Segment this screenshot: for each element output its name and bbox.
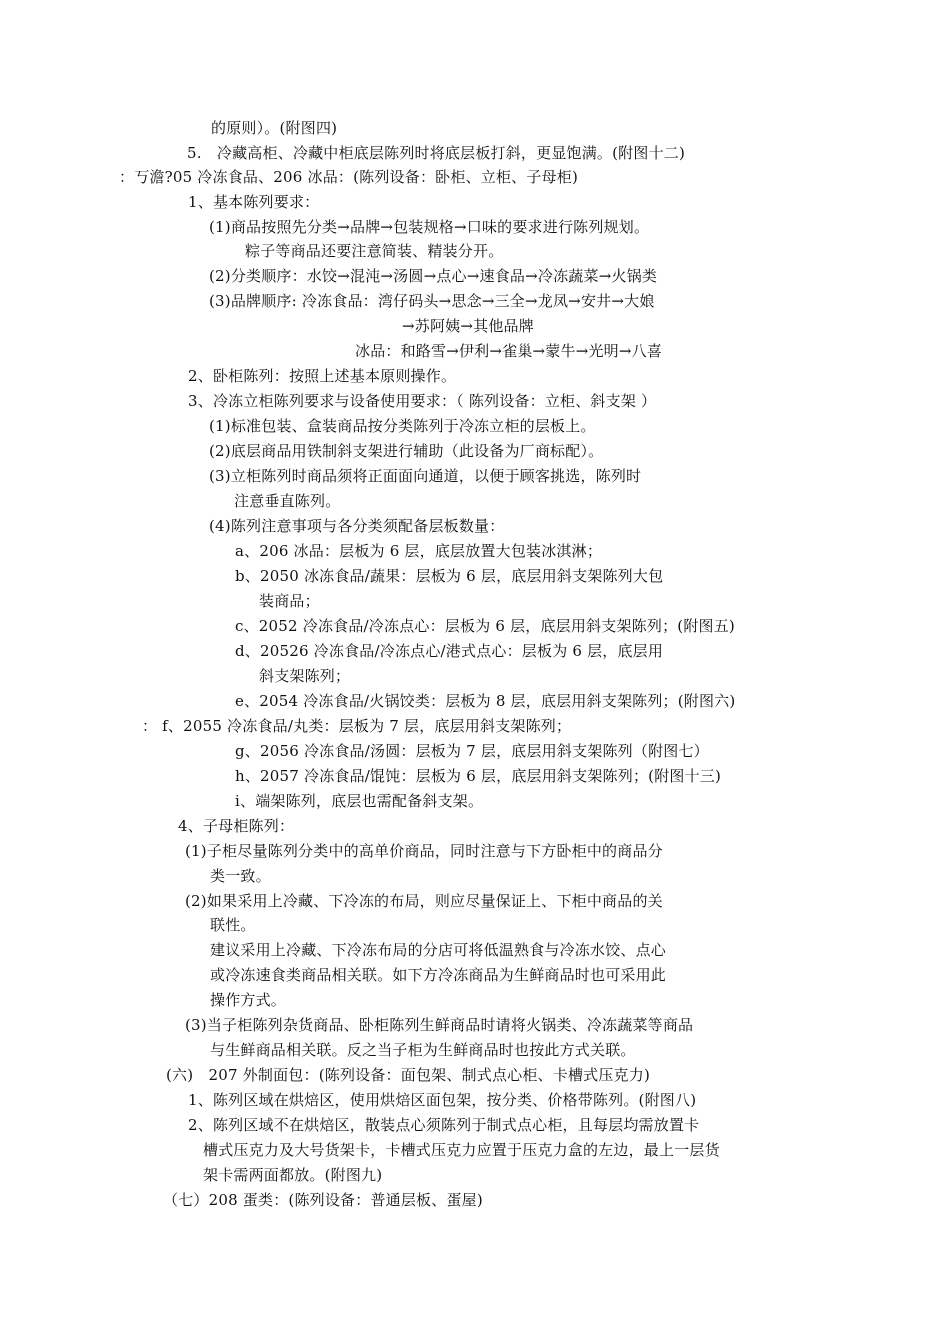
text-line: g、2056 冷冻食品/汤圆：层板为 7 层，底层用斜支架陈列（附图七） <box>235 742 709 760</box>
text-line: 2、卧柜陈列：按照上述基本原则操作。 <box>188 367 457 385</box>
text-line: 联性。 <box>210 916 256 934</box>
text-line: 冰品：和路雪→伊利→雀巢→蒙牛→光明→八喜 <box>355 342 663 360</box>
text-line: (1)商品按照先分类→品牌→包装规格→口味的要求进行陈列规划。 <box>209 218 650 236</box>
text-line: 2、陈列区域不在烘焙区，散装点心须陈列于制式点心柜，且每层均需放置卡 <box>188 1116 700 1134</box>
text-line: d、20526 冷冻食品/冷冻点心/港式点心：层板为 6 层，底层用 <box>235 642 664 660</box>
text-line: 1、陈列区域在烘焙区，使用烘焙区面包架，按分类、价格带陈列。(附图八) <box>188 1091 697 1109</box>
text-line: 注意垂直陈列。 <box>234 492 341 510</box>
text-line: 的原则）。(附图四) <box>211 119 338 137</box>
section-heading: （七）208 蛋类：(陈列设备：普通层板、蛋屋) <box>163 1191 483 1209</box>
text-line: 5. 冷藏高柜、冷藏中柜底层陈列时将底层板打斜，更显饱满。(附图十二) <box>187 144 686 162</box>
text-line: 建议采用上冷藏、下冷冻布局的分店可将低温熟食与冷冻水饺、点心 <box>210 941 667 959</box>
text-line: b、2050 冰冻食品/蔬果：层板为 6 层，底层用斜支架陈列大包 <box>235 567 664 585</box>
text-line: (2)分类顺序：水饺→混沌→汤圆→点心→速食品→冷冻蔬菜→火锅类 <box>209 267 658 285</box>
text-line: 斜支架陈列； <box>259 667 351 685</box>
text-line: 或冷冻速食类商品相关联。如下方冷冻商品为生鲜商品时也可采用此 <box>210 966 667 984</box>
text-line: (1)标准包装、盒装商品按分类陈列于冷冻立柜的层板上。 <box>209 417 596 435</box>
text-line: (3)品牌顺序: 冷冻食品：湾仔码头→思念→三全→龙凤→安井→大娘 <box>209 292 655 310</box>
text-line: (3)立柜陈列时商品须将正面面向通道，以便于顾客挑选，陈列时 <box>209 467 642 485</box>
text-line: 粽子等商品还要注意简装、精装分开。 <box>245 242 504 260</box>
text-line: 4、子母柜陈列： <box>178 817 295 835</box>
text-line: 与生鲜商品相关联。反之当子柜为生鲜商品时也按此方式关联。 <box>210 1041 636 1059</box>
text-line: (2)如果采用上冷藏、下冷冻的布局，则应尽量保证上、下柜中商品的关 <box>185 892 663 910</box>
text-line: (2)底层商品用铁制斜支架进行辅助（此设备为厂商标配）。 <box>209 442 604 460</box>
text-line: 槽式压克力及大号货架卡，卡槽式压克力应置于压克力盒的左边，最上一层货 <box>203 1141 720 1159</box>
text-line: 架卡需两面都放。(附图九) <box>203 1166 383 1184</box>
text-line: (4)陈列注意事项与各分类须配备层板数量： <box>209 517 505 535</box>
text-line: a、206 冰品：层板为 6 层，底层放置大包装冰淇淋； <box>235 542 603 560</box>
text-line: →苏阿姨→其他品牌 <box>402 317 534 335</box>
text-line: 装商品； <box>259 592 320 610</box>
text-line: e、2054 冷冻食品/火锅饺类：层板为 8 层，底层用斜支架陈列；(附图六) <box>235 692 736 710</box>
text-line: 操作方式。 <box>210 991 287 1009</box>
text-line: 1、基本陈列要求： <box>188 193 320 211</box>
text-line: (1)子柜尽量陈列分类中的高单价商品，同时注意与下方卧柜中的商品分 <box>185 842 663 860</box>
text-line: ： f、2055 冷冻食品/丸类：层板为 7 层，底层用斜支架陈列； <box>142 717 572 735</box>
text-line: (3)当子柜陈列杂货商品、卧柜陈列生鲜商品时请将火锅类、冷冻蔬菜等商品 <box>185 1016 694 1034</box>
text-line: 3、冷冻立柜陈列要求与设备使用要求：（ 陈列设备：立柜、斜支架 ） <box>188 392 657 410</box>
text-line: c、2052 冷冻食品/冷冻点心：层板为 6 层，底层用斜支架陈列；(附图五) <box>235 617 735 635</box>
text-line: h、2057 冷冻食品/馄饨：层板为 6 层，底层用斜支架陈列；(附图十三) <box>235 767 722 785</box>
text-line: 类一致。 <box>210 867 271 885</box>
text-line: i、端架陈列，底层也需配备斜支架。 <box>235 792 484 810</box>
section-heading: ：丂澹?05 冷冻食品、206 冰品：(陈列设备：卧柜、立柜、子母柜) <box>119 168 579 186</box>
section-heading: (六) 207 外制面包：(陈列设备：面包架、制式点心柜、卡槽式压克力) <box>166 1066 651 1084</box>
